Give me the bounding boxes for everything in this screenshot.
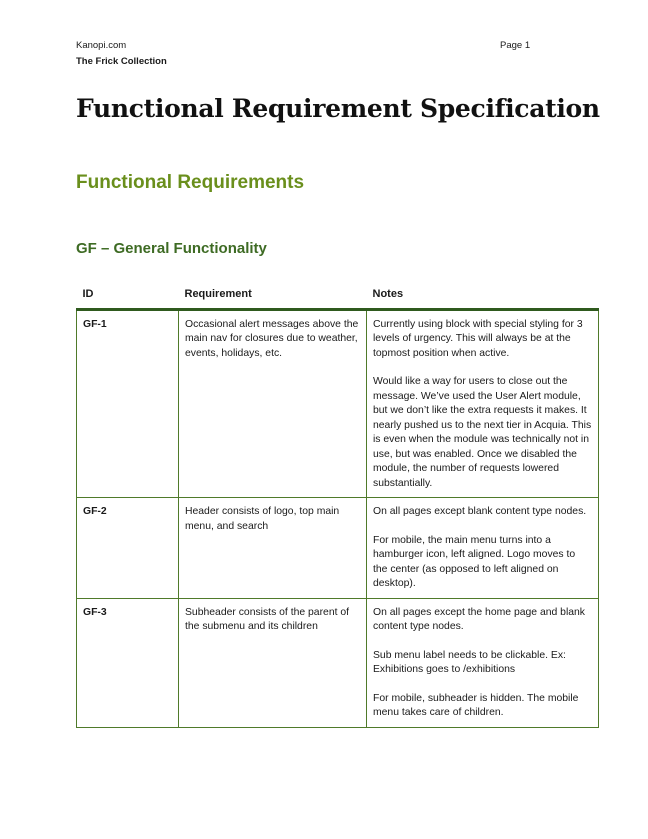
note-paragraph: Would like a way for users to close out the message. We’ve used the User Alert module, but we don’t like the extra requests it makes. It nearly pushed us to the next tier in Acquia. This is even when the module was technically not in use, but was enabled. Once we disabled the module, the number of requests lowered substantially. bbox=[373, 376, 592, 489]
notes-cell bbox=[367, 598, 599, 727]
table-row bbox=[77, 498, 599, 599]
notes-cell bbox=[367, 309, 599, 498]
note-paragraph: For mobile, the main menu turns into a hamburger icon, left aligned. Logo moves to the center (as opposed to left aligned on desktop). bbox=[373, 534, 576, 589]
page-number: Page 1 bbox=[500, 40, 531, 51]
document-title: Functional Requirement Specification bbox=[76, 94, 600, 123]
table-header-row bbox=[77, 281, 599, 309]
requirement-text: Occasional alert messages above the main nav for closures due to weather, events, holidays, etc. bbox=[179, 309, 367, 498]
table-row bbox=[77, 309, 599, 498]
notes-cell bbox=[367, 498, 599, 599]
subsection-title: GF – General Functionality bbox=[76, 240, 267, 257]
requirement-text: Subheader consists of the parent of the submenu and its children bbox=[179, 598, 367, 727]
requirement-id: GF-2 bbox=[77, 498, 179, 599]
requirement-id: GF-1 bbox=[77, 309, 179, 498]
page-header-left bbox=[76, 38, 167, 70]
column-header-id: ID bbox=[77, 281, 179, 309]
requirements-table bbox=[76, 281, 599, 728]
requirement-id: GF-3 bbox=[77, 598, 179, 727]
note-paragraph: For mobile, subheader is hidden. The mobile menu takes care of children. bbox=[373, 692, 579, 718]
section-title: Functional Requirements bbox=[76, 172, 305, 193]
company-name: The Frick Collection bbox=[76, 56, 167, 67]
column-header-notes: Notes bbox=[367, 281, 599, 309]
table-row bbox=[77, 598, 599, 727]
note-paragraph: Currently using block with special styling for 3 levels of urgency. This will always be at the topmost position when active. bbox=[373, 318, 583, 359]
note-paragraph: On all pages except the home page and blank content type nodes. bbox=[373, 606, 586, 632]
requirement-text: Header consists of logo, top main menu, and search bbox=[179, 498, 367, 599]
note-paragraph: On all pages except blank content type nodes. bbox=[373, 506, 587, 517]
site-name: Kanopi.com bbox=[76, 40, 127, 51]
note-paragraph: Sub menu label needs to be clickable. Ex: Exhibitions goes to /exhibitions bbox=[373, 649, 566, 675]
column-header-requirement: Requirement bbox=[179, 281, 367, 309]
